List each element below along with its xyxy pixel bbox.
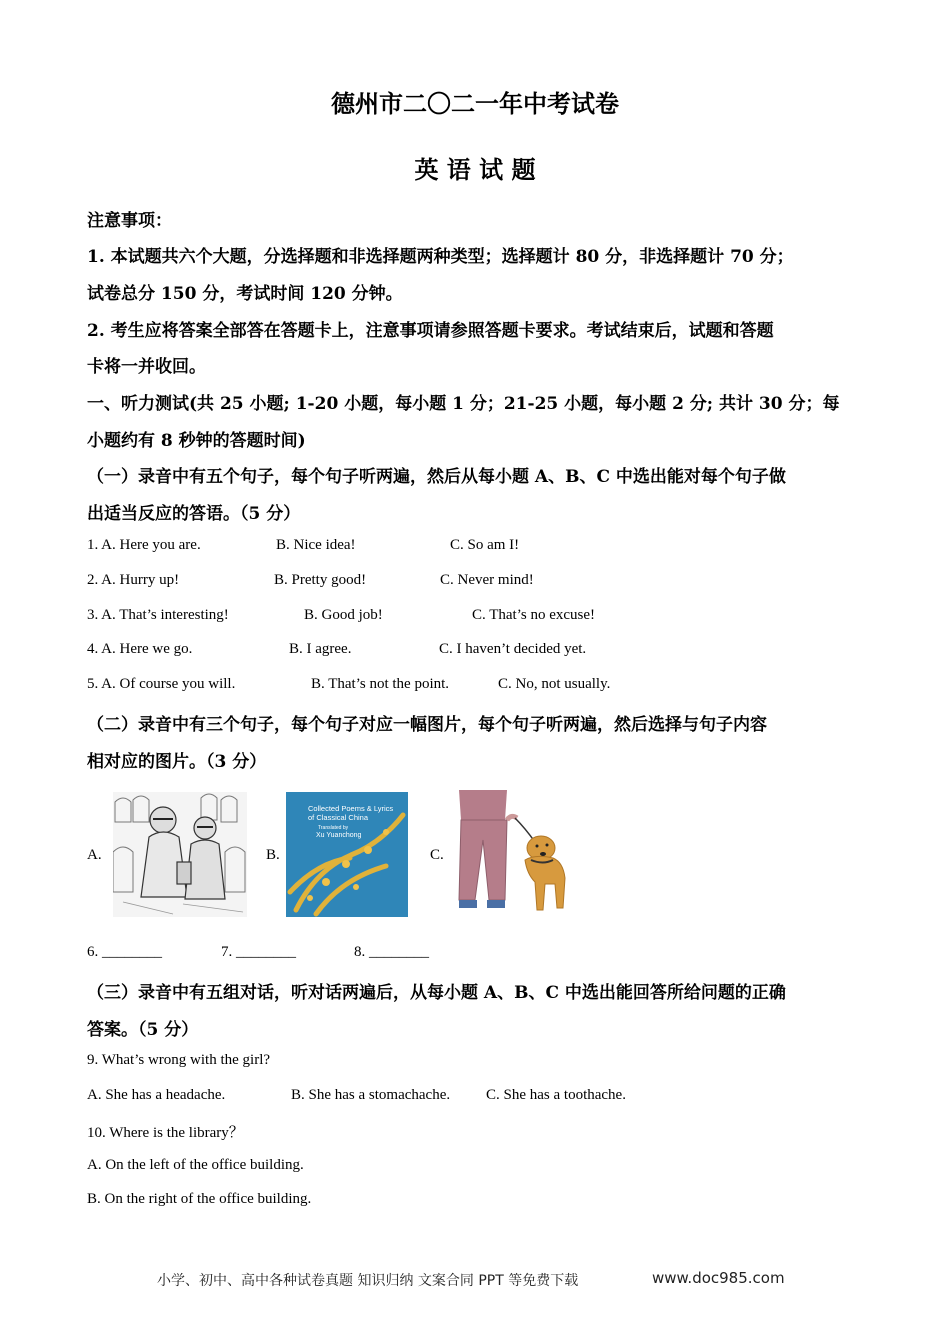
section2-instruction-line-2: 相对应的图片。（3 分） [87, 752, 267, 772]
book-title: Collected Poems & Lyrics of Classical China [308, 804, 394, 822]
picture-label-b: B. [266, 847, 280, 863]
q9-option-a: A. She has a headache. [87, 1087, 226, 1103]
notice-item-2-line-2: 卡将一并收回。 [87, 357, 206, 377]
picture-label-a: A. [87, 847, 102, 863]
q1-option-b: B. Nice idea! [276, 537, 356, 553]
q5-option-c: C. No, not usually. [498, 676, 611, 692]
q9-question: 9. What’s wrong with the girl? [87, 1052, 271, 1068]
blank-8: 8. ________ [354, 944, 429, 960]
blank-6: 6. ________ [87, 944, 162, 960]
notice-item-2-line-1: 2. 考生应将答案全部答在答题卡上，注意事项请参照答题卡要求。考试结束后，试题和答题 [87, 321, 774, 341]
dog-walking-image [457, 790, 569, 920]
footer-text: 小学、初中、高中各种试卷真题 知识归纳 文案合同 PPT 等免费下载 [157, 1273, 579, 1289]
q10-option-b: B. On the right of the office building. [87, 1191, 312, 1207]
q10-question: 10. Where is the library？ [87, 1125, 244, 1141]
part1-heading-line-2: 小题约有 8 秒钟的答题时间) [87, 431, 306, 451]
q4-option-a: 4. A. Here we go. [87, 641, 193, 657]
picture-label-c: C. [430, 847, 444, 863]
exam-subtitle: 英 语 试 题 [414, 155, 536, 184]
exam-title: 德州市二〇二一年中考试卷 [331, 89, 619, 118]
q4-option-c: C. I haven’t decided yet. [439, 641, 587, 657]
book-author: Xu Yuanchong [316, 832, 362, 839]
cinema-sketch-image [113, 792, 247, 917]
picture-b-book-cover [286, 792, 408, 917]
notice-item-1-line-2: 试卷总分 150 分，考试时间 120 分钟。 [87, 284, 403, 304]
q4-option-b: B. I agree. [289, 641, 352, 657]
part1-heading-line-1: 一、听力测试(共 25 小题; 1-20 小题，每小题 1 分；21-25 小题，每小题 2 分; 共计 30 分；每 [87, 394, 840, 414]
section3-instruction-line-2: 答案。（5 分） [87, 1020, 199, 1040]
q2-option-c: C. Never mind! [440, 572, 534, 588]
q1-option-a: 1. A. Here you are. [87, 537, 201, 553]
notice-heading: 注意事项： [87, 211, 172, 231]
section3-instruction-line-1: （三）录音中有五组对话，听对话两遍后，从每小题 A、B、C 中选出能回答所给问题的正确 [87, 983, 786, 1003]
picture-c-dog-walking [457, 790, 569, 920]
q9-option-c: C. She has a toothache. [486, 1087, 626, 1103]
section1-instruction-line-1: （一）录音中有五个句子，每个句子听两遍，然后从每小题 A、B、C 中选出能对每个句子做 [87, 467, 786, 487]
q1-option-c: C. So am I! [450, 537, 520, 553]
section2-instruction-line-1: （二）录音中有三个句子，每个句子对应一幅图片，每个句子听两遍，然后选择与句子内容 [87, 715, 767, 735]
q9-option-b: B. She has a stomachache. [291, 1087, 451, 1103]
q10-option-a: A. On the left of the office building. [87, 1157, 304, 1173]
q5-option-a: 5. A. Of course you will. [87, 676, 236, 692]
section1-instruction-line-2: 出适当反应的答语。（5 分） [87, 504, 301, 524]
q2-option-a: 2. A. Hurry up! [87, 572, 180, 588]
q3-option-c: C. That’s no excuse! [472, 607, 596, 623]
q3-option-b: B. Good job! [304, 607, 383, 623]
q2-option-b: B. Pretty good! [274, 572, 367, 588]
q3-option-a: 3. A. That’s interesting! [87, 607, 229, 623]
blank-7: 7. ________ [221, 944, 296, 960]
book-translator-label: Translated by [318, 825, 349, 831]
picture-a-cinema [113, 792, 247, 917]
q5-option-b: B. That’s not the point. [311, 676, 450, 692]
notice-item-1-line-1: 1. 本试题共六个大题，分选择题和非选择题两种类型；选择题计 80 分，非选择题计 70 分； [87, 247, 794, 267]
footer-url-link[interactable]: www.doc985.com [652, 1269, 785, 1287]
